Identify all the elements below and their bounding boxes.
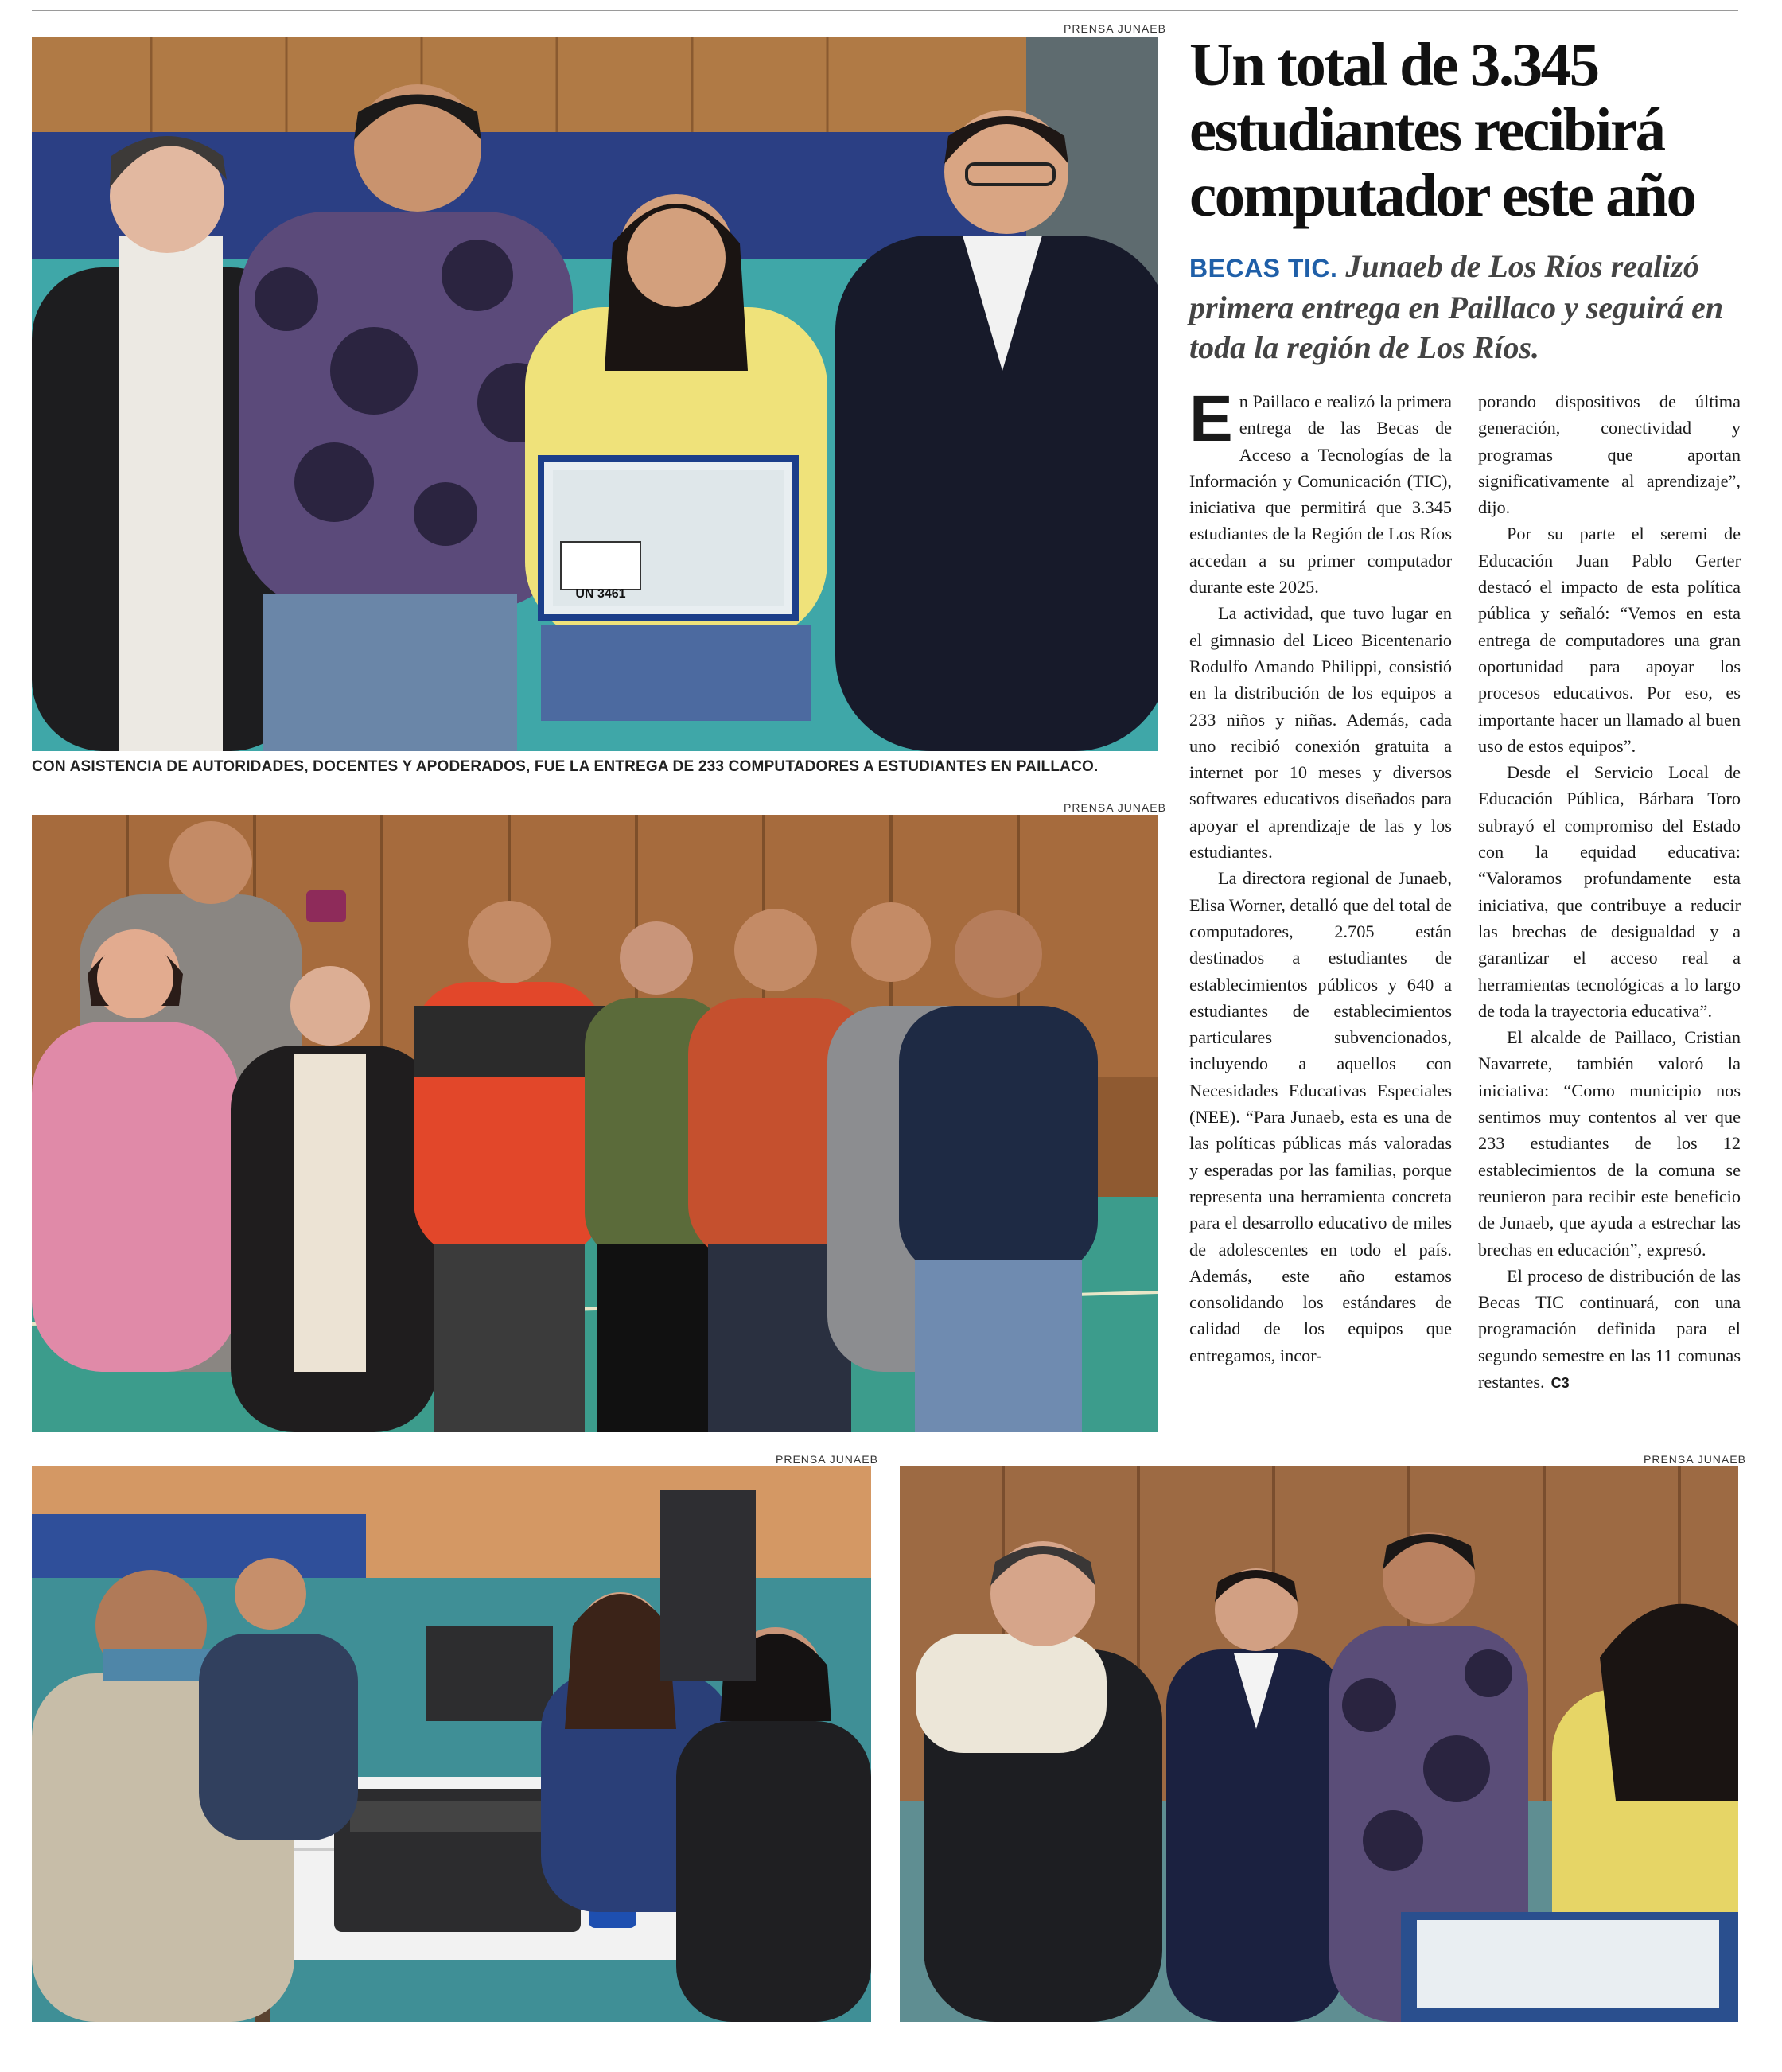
photo-credit: PRENSA JUNAEB [1064,801,1166,814]
paragraph: En Paillaco e realizó la primera entrega de las Becas de Acceso a Tecnologías de la Información y Comunicación (TIC), iniciativa que permitirá que 3.345 estudiantes de la Región de Los Ríos accedan a su primer computador durante este 2025. [1189,383,1452,598]
article-column-2 [1478,388,1741,1396]
paragraph: Por su parte el seremi de Educación Juan Pablo Gerter destacó el impacto de esta política pública y señaló: “Vemos en esta entrega de computadores una gran oportunidad para apoyar los procesos educativos. Por eso, es importante hacer un llamado al buen uso de estos equipos”. [1478,524,1741,756]
paragraph: El alcalde de Paillaco, Cristian Navarrete, también valoró la iniciativa: “Como municipio nos sentimos muy contentos al ver que 233 estudiantes de los 12 establecimientos de la comuna se reunieron para recibir este beneficio de Junaeb, que ayuda a estrechar las brechas en educación”, expresó. [1478,1027,1741,1260]
deck-text: Junaeb de Los Ríos realizó primera entrega en Paillaco y seguirá en toda la región de Los Ríos. [1189,248,1724,365]
photo-registration-tables [32,1466,871,2022]
drop-cap: E [1189,383,1233,455]
deck [1189,247,1746,368]
box-label: UN 3461 [575,587,626,601]
photo-conversation [900,1466,1738,2022]
photo-credit: PRENSA JUNAEB [1644,1453,1746,1466]
paragraph: El proceso de distribución de las Becas TIC continuará, con una programación definida para el segundo semestre en las 11 comunas restantes. C3 [1478,1265,1741,1392]
article-column-1 [1189,383,1452,1369]
photo-group-authorities [32,815,1158,1432]
photo-credit: PRENSA JUNAEB [1064,22,1166,35]
photo-credit: PRENSA JUNAEB [776,1453,878,1466]
headline: Un total de 3.345 estudiantes recibirá computador este año [1189,30,1695,229]
photo-student-with-computer [32,37,1158,751]
paragraph: Desde el Servicio Local de Educación Pública, Bárbara Toro subrayó el compromiso del Estado con la equidad educativa: “Valoramos profundamente esta iniciativa, que contribuye a reducir las brechas de desigualdad y a garantizar el acceso real a herramientas tecnológicas a lo largo de toda la trayectoria educativa”. [1478,762,1741,1021]
photo-caption: CON ASISTENCIA DE AUTORIDADES, DOCENTES Y APODERADOS, FUE LA ENTREGA DE 233 COMPUTADORES A ESTUDIANTES EN PAILLACO. [32,758,1099,775]
kicker: BECAS TIC. [1189,254,1338,282]
paragraph: porando dispositivos de última generación, conectividad y programas que aportan significativamente al aprendizaje”, dijo. [1478,391,1741,518]
paragraph: La actividad, que tuvo lugar en el gimnasio del Liceo Bicentenario Rodulfo Amando Philippi, consistió en la distribución de los equipos a 233 niños y niñas. Además, cada uno recibió conexión gratuita a internet por 10 meses y diversos softwares educativos diseñados para apoyar el aprendizaje de las y los estudiantes. [1189,603,1452,863]
paragraph: La directora regional de Junaeb, Elisa Worner, detalló que del total de computadores, 2.705 están destinados a estudiantes de establecimientos públicos y 640 a estudiantes de establecimientos particulares subvencionados, incluyendo a aquellos con Necesidades Educativas Especiales (NEE). “Para Junaeb, esta es una de las políticas públicas más valoradas y esperadas por las familias, porque representa una herramienta concreta para el desarrollo educativo de miles de adolescentes en todo el país. Además, este año estamos consolidando los estándares de calidad de los equipos que entregamos, incor- [1189,868,1452,1365]
top-rule [32,10,1738,11]
end-mark: C3 [1550,1374,1570,1391]
